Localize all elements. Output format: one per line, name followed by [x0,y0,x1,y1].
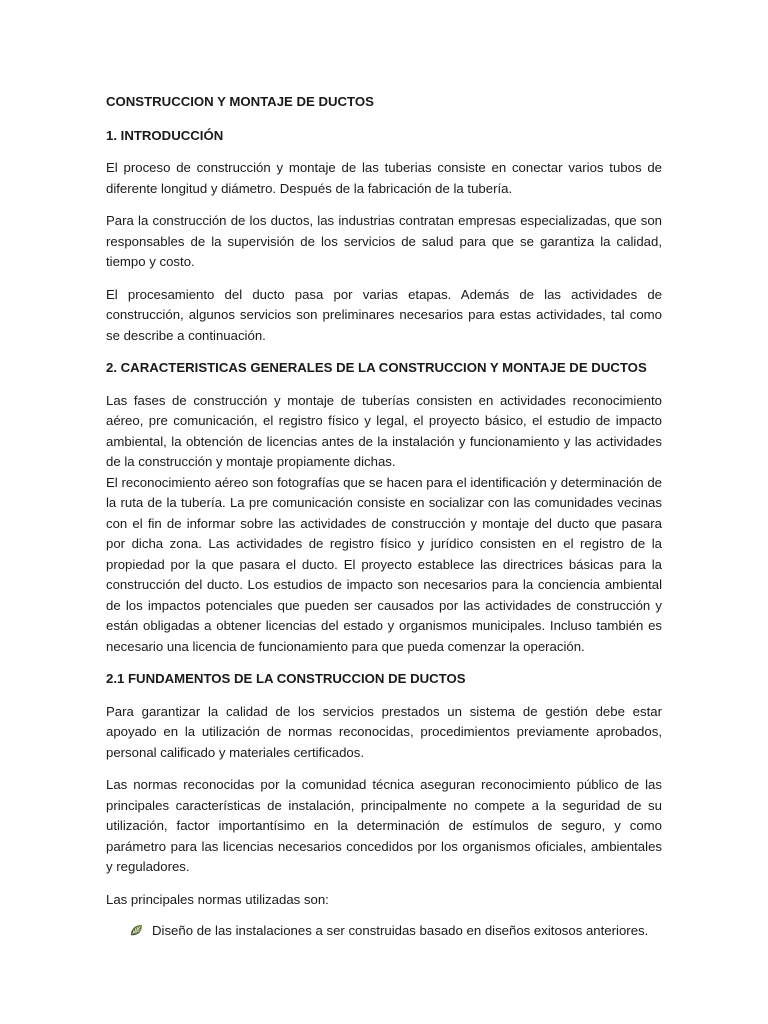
list-item [130,921,662,942]
section-2-paragraph-2: El reconocimiento aéreo son fotografías que se hacen para el identificación y determinación de la ruta de la tubería. La pre comunicación consiste en socializar con las comunidades vecinas con el fin de informar sobre las actividades de construcción y montaje del ducto que pasara por dicha zona. Las actividades de registro físico y jurídico consisten en el registro de la propiedad por la que pasara el ducto. El proyecto establece las directrices básicas para la construcción del ducto. Los estudios de impacto son necesarios para la conciencia ambiental de los impactos potenciales que pueden ser causados por las actividades de construcción y están obligadas a obtener licencias del estado y organismos municipales. Incluso también es necesario una licencia de funcionamiento para que pueda comenzar la operación. [106,474,662,654]
standards-list [106,921,662,942]
section-1-paragraph-1: El proceso de construcción y montaje de las tuberias consiste en conectar varios tubos de diferente longitud y diámetro. Después de la fabricación de la tubería. [106,160,662,196]
section-2-heading: 2. CARACTERISTICAS GENERALES DE LA CONSTRUCCION Y MONTAJE DE DUCTOS [106,360,647,375]
section-2-1-paragraph-2: Las normas reconocidas por la comunidad técnica aseguran reconocimiento público de las principales características de instalación, principalmente no compete a la seguridad de su utilización, factor importantísimo en la determinación de estímulos de seguro, y como parámetro para las licencias necesarios concedidos por los organismos oficiales, ambientales y reguladores. [106,777,662,874]
list-item-text: Diseño de las instalaciones a ser construidas basado en diseños exitosos anteriores. [152,923,649,938]
section-2-1-paragraph-3: Las principales normas utilizadas son: [106,891,329,907]
section-1-paragraph-2: Para la construcción de los ductos, las industrias contratan empresas especializadas, que son responsables de la supervisión de los servicios de salud para que se garantiza la calidad, tiempo y costo. [106,213,662,269]
section-2-1-heading: 2.1 FUNDAMENTOS DE LA CONSTRUCCION DE DUCTOS [106,671,466,686]
section-2-1-paragraph-1: Para garantizar la calidad de los servicios prestados un sistema de gestión debe estar apoyado en la utilización de normas reconocidas, procedimientos previamente aprobados, personal calificado y materiales certificados. [106,703,662,760]
section-1-heading: 1. INTRODUCCIÓN [106,127,224,143]
document-title: CONSTRUCCION Y MONTAJE DE DUCTOS [106,94,374,109]
leaf-bullet-icon [130,924,143,937]
section-1-paragraph-3: El procesamiento del ducto pasa por varias etapas. Además de las actividades de construcción, algunos servicios son preliminares necesarios para estas actividades, tal como se describe a continuación. [106,286,662,343]
section-2-paragraph-1: Las fases de construcción y montaje de tuberías consisten en actividades reconocimiento aéreo, pre comunicación, el registro físico y legal, el proyecto básico, el estudio de impacto ambiental, la obtención de licencias antes de la instalación y funcionamiento y las actividades de la construcción y montaje propiamente dichas. [106,392,662,469]
